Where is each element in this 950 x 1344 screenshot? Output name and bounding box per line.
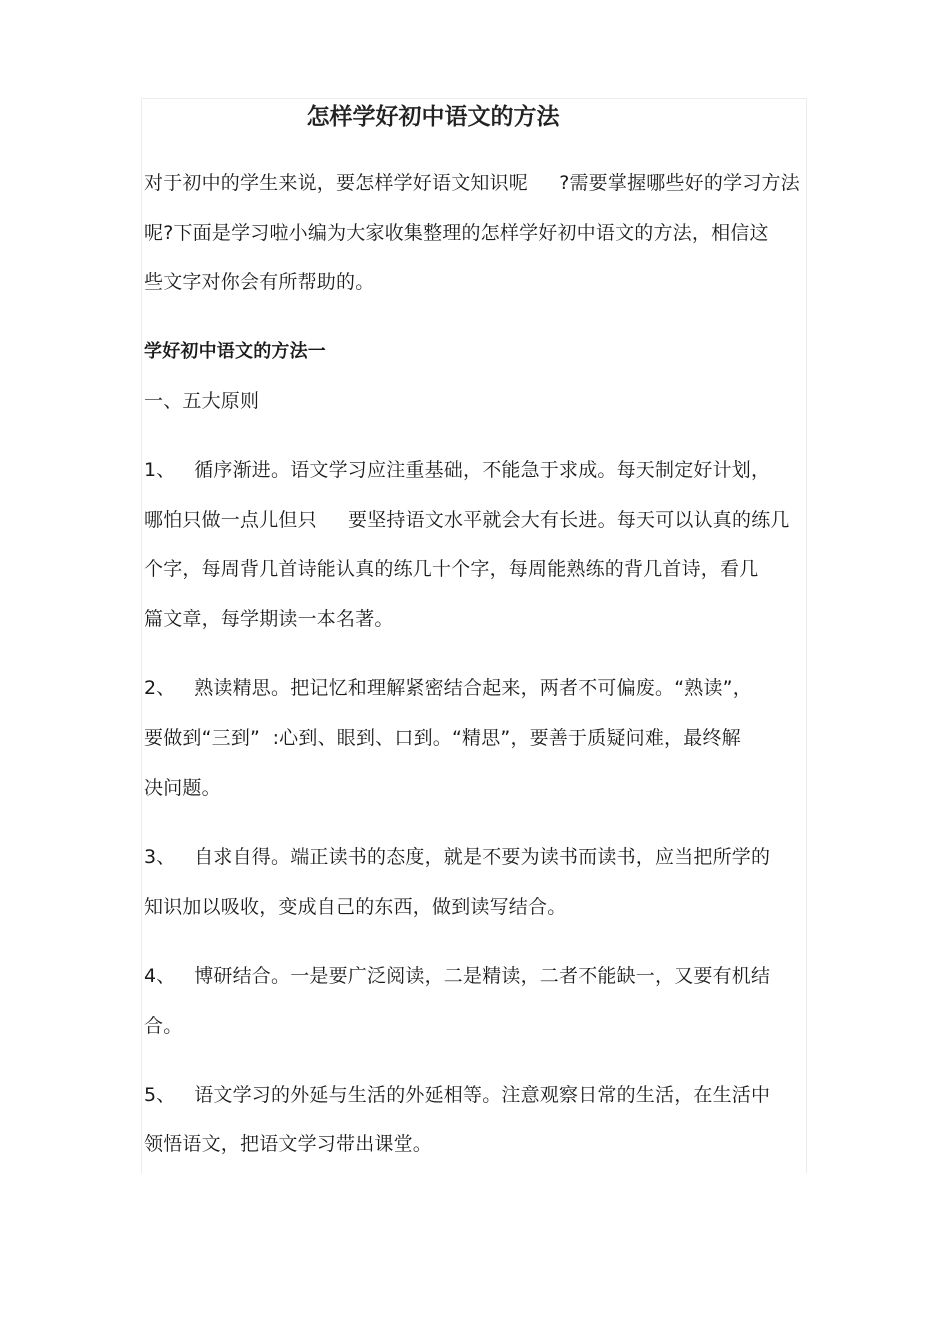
item-2-line-3: 决问题。 — [144, 777, 221, 799]
document-title: 怎样学好初中语文的方法 — [306, 104, 560, 130]
item-5-line-1: 5、 语文学习的外延与生活的外延相等。注意观察日常的生活，在生活中 — [144, 1084, 771, 1106]
item-1-line-4: 篇文章，每学期读一本名著。 — [144, 608, 394, 630]
item-4-line-1: 4、 博研结合。一是要广泛阅读，二是精读，二者不能缺一，又要有机结 — [144, 965, 771, 987]
item-3-line-2: 知识加以吸收，变成自己的东西，做到读写结合。 — [144, 896, 567, 918]
intro-line-2: 呢?下面是学习啦小编为大家收集整理的怎样学好初中语文的方法，相信这 — [144, 222, 769, 244]
subheading: 一、五大原则 — [144, 390, 260, 412]
item-1-line-2: 哪怕只做一点儿但只 要坚持语文水平就会大有长进。每天可以认真的练几 — [144, 509, 790, 531]
section-heading: 学好初中语文的方法一 — [144, 341, 326, 362]
intro-line-1: 对于初中的学生来说，要怎样学好语文知识呢 ?需要掌握哪些好的学习方法 — [144, 172, 800, 194]
intro-line-3: 些文字对你会有所帮助的。 — [144, 271, 375, 293]
item-1-line-3: 个字，每周背几首诗能认真的练几十个字，每周能熟练的背几首诗，看几 — [144, 558, 759, 580]
page-frame — [141, 98, 807, 1173]
item-4-line-2: 合。 — [144, 1015, 183, 1037]
item-2-line-2: 要做到“三到” :心到、眼到、口到。“精思”，要善于质疑问难，最终解 — [144, 727, 741, 749]
item-2-line-1: 2、 熟读精思。把记忆和理解紧密结合起来，两者不可偏废。“熟读”， — [144, 677, 752, 699]
item-1-line-1: 1、 循序渐进。语文学习应注重基础，不能急于求成。每天制定好计划， — [144, 459, 771, 481]
item-5-line-2: 领悟语文，把语文学习带出课堂。 — [144, 1133, 433, 1155]
item-3-line-1: 3、 自求自得。端正读书的态度，就是不要为读书而读书，应当把所学的 — [144, 846, 771, 868]
